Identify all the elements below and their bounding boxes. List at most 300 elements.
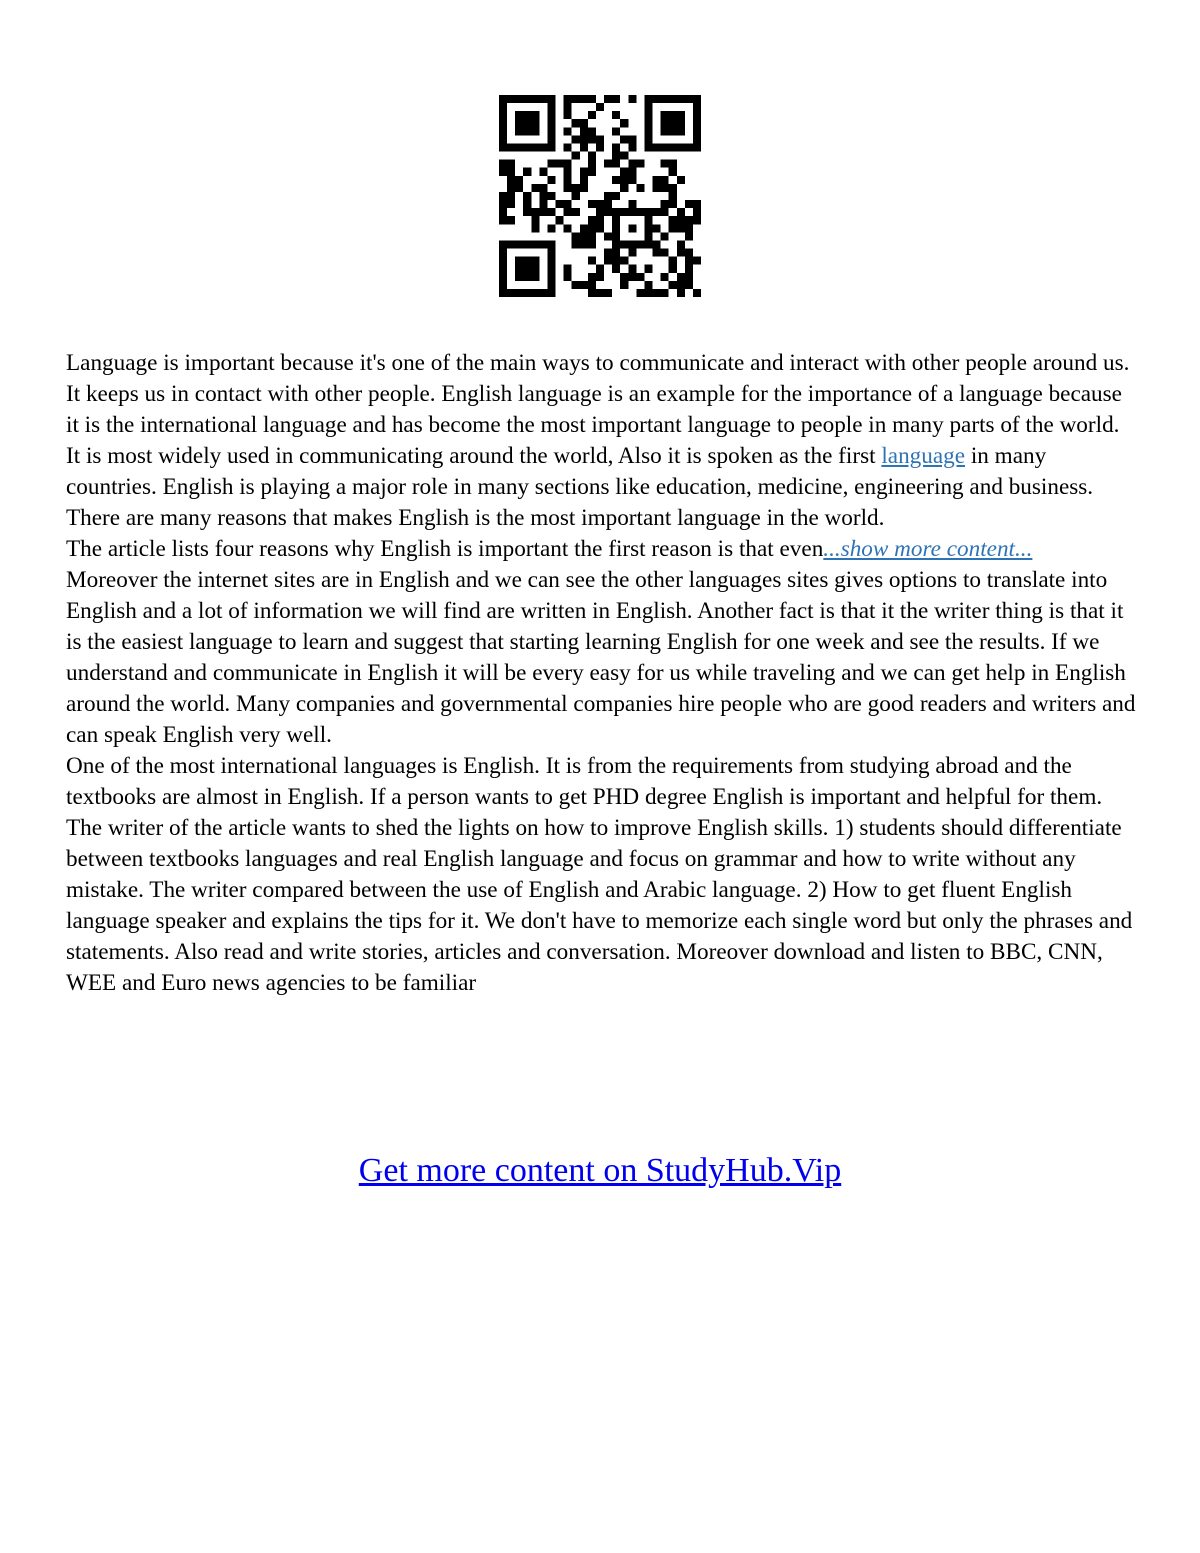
qr-module (588, 152, 596, 160)
qr-module (669, 168, 677, 176)
qr-module (669, 200, 677, 208)
qr-module (612, 224, 620, 232)
qr-module (685, 249, 693, 257)
qr-module (628, 95, 636, 103)
qr-module (499, 257, 507, 265)
qr-module (588, 224, 596, 232)
qr-module (636, 160, 644, 168)
paragraph-1-text-after-link: in many countries. English is playing a major role in many sections like education, medicine, engineering and business. There are many reasons that makes English is the most important language in the world. (66, 443, 1094, 531)
qr-module (612, 257, 620, 265)
article-paragraph-2 (66, 534, 1138, 565)
qr-module (653, 143, 661, 151)
qr-module (628, 249, 636, 257)
qr-module (661, 143, 669, 151)
qr-module (507, 168, 515, 176)
qr-module (531, 257, 539, 265)
qr-module (515, 257, 523, 265)
qr-module (539, 184, 547, 192)
qr-module (507, 289, 515, 297)
qr-module (499, 168, 507, 176)
qr-module (507, 200, 515, 208)
qr-module (531, 265, 539, 273)
qr-module (531, 127, 539, 135)
qr-module (531, 216, 539, 224)
qr-module (515, 176, 523, 184)
qr-module (677, 216, 685, 224)
qr-module (499, 192, 507, 200)
article-paragraph-3: Moreover the internet sites are in English and we can see the other languages sites gives options to translate into English and a lot of information we will find are written in English. Another fact is that it the writer thing is that it is the easiest language to learn and suggest that starting learning English for one week and see the results. If we understand and communicate in English it will be every easy for us while traveling and we can get help in English around the world. Many companies and governmental companies hire people who are good readers and writers and can speak English very well. (66, 567, 1136, 748)
qr-module (612, 143, 620, 151)
qr-module (499, 135, 507, 143)
qr-module (612, 95, 620, 103)
qr-module (507, 240, 515, 248)
qr-module (564, 208, 572, 216)
qr-module (580, 135, 588, 143)
qr-module (612, 240, 620, 248)
qr-module (588, 95, 596, 103)
qr-module (499, 273, 507, 281)
qr-module (556, 216, 564, 224)
qr-module (612, 160, 620, 168)
qr-module (653, 240, 661, 248)
qr-module (564, 111, 572, 119)
qr-module (661, 127, 669, 135)
qr-module (604, 249, 612, 257)
qr-module (547, 265, 555, 273)
qr-module (636, 240, 644, 248)
qr-module (677, 249, 685, 257)
qr-module (661, 273, 669, 281)
qr-module (515, 143, 523, 151)
qr-module (596, 200, 604, 208)
qr-module (596, 273, 604, 281)
qr-module (620, 208, 628, 216)
qr-module (547, 127, 555, 135)
qr-module (515, 265, 523, 273)
qr-module (588, 289, 596, 297)
qr-module (588, 127, 596, 135)
qr-module (653, 95, 661, 103)
qr-module (547, 160, 555, 168)
paragraph-2-text: The article lists four reasons why English is important the first reason is that even (66, 536, 824, 562)
qr-module (661, 184, 669, 192)
qr-module (693, 216, 701, 224)
get-more-content-link[interactable]: Get more content on StudyHub.Vip (358, 1152, 842, 1189)
qr-module (620, 240, 628, 248)
qr-module (685, 281, 693, 289)
qr-module (693, 95, 701, 103)
qr-module (677, 224, 685, 232)
qr-module (693, 208, 701, 216)
qr-module (661, 111, 669, 119)
qr-module (572, 192, 580, 200)
qr-module (644, 232, 652, 240)
qr-module (669, 184, 677, 192)
qr-module (515, 240, 523, 248)
qr-module (499, 119, 507, 127)
qr-module (507, 216, 515, 224)
qr-module (612, 152, 620, 160)
qr-module (604, 208, 612, 216)
qr-module (596, 289, 604, 297)
qr-module (523, 119, 531, 127)
qr-module (685, 200, 693, 208)
qr-module (515, 95, 523, 103)
qr-module (547, 119, 555, 127)
qr-module (580, 143, 588, 151)
qr-module (531, 224, 539, 232)
qr-module (499, 240, 507, 248)
qr-module (677, 119, 685, 127)
qr-module (661, 289, 669, 297)
qr-module (628, 273, 636, 281)
qr-module (547, 135, 555, 143)
qr-module (693, 143, 701, 151)
qr-module (547, 192, 555, 200)
qr-module (507, 192, 515, 200)
qr-module (596, 143, 604, 151)
qr-module (628, 265, 636, 273)
qr-module (653, 208, 661, 216)
qr-module (677, 208, 685, 216)
qr-module (564, 184, 572, 192)
qr-module (693, 119, 701, 127)
qr-module (580, 281, 588, 289)
qr-module (620, 168, 628, 176)
qr-module (612, 111, 620, 119)
qr-module (588, 216, 596, 224)
qr-module (612, 127, 620, 135)
qr-code-graphic (499, 95, 701, 297)
qr-module (564, 127, 572, 135)
qr-module (628, 143, 636, 151)
qr-module (644, 127, 652, 135)
qr-module (556, 200, 564, 208)
qr-module (653, 224, 661, 232)
qr-module (580, 127, 588, 135)
qr-module (572, 135, 580, 143)
qr-module (669, 111, 677, 119)
qr-module (531, 240, 539, 248)
qr-module (669, 216, 677, 224)
qr-module (499, 289, 507, 297)
qr-module (693, 257, 701, 265)
qr-module (596, 216, 604, 224)
qr-module (588, 168, 596, 176)
qr-module (620, 184, 628, 192)
qr-module (612, 249, 620, 257)
qr-module (547, 103, 555, 111)
qr-module (604, 160, 612, 168)
qr-module (628, 224, 636, 232)
qr-module (661, 160, 669, 168)
qr-module (523, 95, 531, 103)
qr-module (499, 200, 507, 208)
qr-module (612, 208, 620, 216)
qr-module (523, 192, 531, 200)
qr-module (693, 103, 701, 111)
qr-module (653, 176, 661, 184)
qr-module (612, 176, 620, 184)
qr-module (661, 208, 669, 216)
qr-module (596, 103, 604, 111)
qr-module (628, 135, 636, 143)
qr-module (644, 95, 652, 103)
article-paragraph-1 (66, 348, 1138, 534)
qr-module (669, 143, 677, 151)
article-paragraph-4: One of the most international languages is English. It is from the requirements from studying abroad and the textbooks are almost in English. If a person wants to get PHD degree English is important and helpful for them. The writer of the article wants to shed the lights on how to improve English skills. 1) students should differentiate between textbooks languages and real English language and focus on grammar and how to write without any mistake. The writer compared between the use of English and Arabic language. 2) How to get fluent English language speaker and explains the tips for it. We don't have to memorize each single word but only the phrases and statements. Also read and write stories, articles and conversation. Moreover download and listen to BBC, CNN, WEE and Euro news agencies to be familiar (66, 753, 1133, 996)
qr-module (531, 289, 539, 297)
qr-module (507, 160, 515, 168)
qr-module (604, 232, 612, 240)
qr-module (531, 111, 539, 119)
qr-module (685, 95, 693, 103)
qr-module (539, 192, 547, 200)
qr-module (547, 111, 555, 119)
qr-module (523, 257, 531, 265)
qr-module (644, 143, 652, 151)
qr-module (580, 224, 588, 232)
qr-module (661, 200, 669, 208)
qr-module (644, 216, 652, 224)
qr-module (523, 168, 531, 176)
qr-module (539, 143, 547, 151)
qr-module (653, 289, 661, 297)
qr-module (564, 224, 572, 232)
qr-module (523, 111, 531, 119)
qr-module (693, 111, 701, 119)
qr-module (653, 184, 661, 192)
qr-module (628, 208, 636, 216)
show-more-content-link[interactable]: ...show more content... (823, 536, 1033, 562)
qr-module (515, 127, 523, 135)
qr-module (693, 200, 701, 208)
qr-module (547, 95, 555, 103)
qr-module (531, 119, 539, 127)
qr-module (604, 192, 612, 200)
qr-module (644, 135, 652, 143)
qr-module (507, 184, 515, 192)
qr-module (539, 168, 547, 176)
qr-module (669, 265, 677, 273)
qr-module (604, 200, 612, 208)
qr-module (677, 143, 685, 151)
qr-module (547, 240, 555, 248)
qr-module (572, 184, 580, 192)
qr-module (539, 240, 547, 248)
qr-module (507, 143, 515, 151)
qr-module (564, 265, 572, 273)
qr-module (539, 289, 547, 297)
qr-module (515, 289, 523, 297)
qr-module (572, 208, 580, 216)
qr-module (677, 281, 685, 289)
qr-module (499, 281, 507, 289)
qr-module (677, 240, 685, 248)
qr-module (685, 143, 693, 151)
qr-module (669, 119, 677, 127)
qr-module (547, 257, 555, 265)
qr-module (644, 224, 652, 232)
qr-module (507, 95, 515, 103)
article-body (66, 348, 1138, 999)
qr-code-icon (499, 95, 701, 297)
qr-module (620, 119, 628, 127)
qr-module (547, 249, 555, 257)
qr-module (693, 135, 701, 143)
qr-module (580, 95, 588, 103)
qr-module (644, 240, 652, 248)
language-link[interactable]: language (881, 443, 966, 469)
qr-module (499, 103, 507, 111)
footer (0, 1152, 1200, 1190)
qr-module (644, 111, 652, 119)
qr-module (620, 281, 628, 289)
qr-module (515, 111, 523, 119)
qr-module (677, 176, 685, 184)
qr-module (661, 232, 669, 240)
qr-module (612, 265, 620, 273)
qr-module (564, 160, 572, 168)
qr-module (628, 168, 636, 176)
qr-module (669, 257, 677, 265)
qr-module (515, 273, 523, 281)
qr-module (580, 232, 588, 240)
qr-module (499, 111, 507, 119)
qr-module (588, 240, 596, 248)
qr-module (677, 95, 685, 103)
qr-module (572, 281, 580, 289)
qr-module (628, 160, 636, 168)
qr-module (588, 200, 596, 208)
qr-module (677, 273, 685, 281)
qr-module (523, 208, 531, 216)
qr-module (547, 281, 555, 289)
qr-module (499, 143, 507, 151)
qr-module (515, 184, 523, 192)
qr-module (547, 289, 555, 297)
qr-module (661, 176, 669, 184)
qr-module (588, 273, 596, 281)
qr-module (636, 273, 644, 281)
qr-module (620, 152, 628, 160)
qr-module (547, 273, 555, 281)
qr-module (636, 208, 644, 216)
qr-module (669, 224, 677, 232)
qr-module (539, 208, 547, 216)
qr-module (523, 273, 531, 281)
qr-module (588, 281, 596, 289)
qr-module (677, 111, 685, 119)
qr-module (628, 240, 636, 248)
qr-module (604, 95, 612, 103)
qr-module (564, 273, 572, 281)
qr-module (499, 95, 507, 103)
qr-module (531, 143, 539, 151)
qr-module (669, 127, 677, 135)
qr-module (564, 168, 572, 176)
qr-module (588, 111, 596, 119)
qr-module (572, 95, 580, 103)
qr-module (596, 135, 604, 143)
qr-module (669, 281, 677, 289)
qr-module (531, 273, 539, 281)
qr-module (604, 257, 612, 265)
qr-module (547, 176, 555, 184)
qr-module (564, 176, 572, 184)
qr-module (661, 249, 669, 257)
qr-module (669, 160, 677, 168)
qr-module (523, 143, 531, 151)
qr-module (588, 160, 596, 168)
qr-module (685, 216, 693, 224)
qr-module (636, 184, 644, 192)
qr-module (644, 265, 652, 273)
paragraph-1-text-before-link: Language is important because it's one of the main ways to communicate and interact with other people around us. It keeps us in contact with other people. English language is an example for the importance of a language because it is the international language and has become the most important language to people in many parts of the world. It is most widely used in communicating around the world, Also it is spoken as the first (66, 350, 1130, 469)
qr-module (653, 249, 661, 257)
qr-module (644, 208, 652, 216)
qr-module (644, 289, 652, 297)
qr-module (677, 127, 685, 135)
qr-module (556, 160, 564, 168)
qr-module (499, 249, 507, 257)
qr-module (547, 143, 555, 151)
qr-module (685, 232, 693, 240)
qr-module (547, 208, 555, 216)
qr-module (661, 119, 669, 127)
qr-module (620, 257, 628, 265)
qr-module (564, 95, 572, 103)
qr-module (499, 265, 507, 273)
qr-module (636, 289, 644, 297)
qr-module (572, 119, 580, 127)
qr-module (693, 289, 701, 297)
qr-module (580, 119, 588, 127)
qr-module (685, 273, 693, 281)
qr-module (596, 208, 604, 216)
qr-module (580, 240, 588, 248)
qr-module (588, 135, 596, 143)
qr-module (499, 216, 507, 224)
qr-module (620, 135, 628, 143)
qr-module (572, 240, 580, 248)
qr-module (620, 273, 628, 281)
qr-module (685, 257, 693, 265)
qr-module (539, 95, 547, 103)
qr-module (523, 240, 531, 248)
qr-module (564, 143, 572, 151)
qr-module (499, 160, 507, 168)
qr-module (588, 232, 596, 240)
qr-module (580, 168, 588, 176)
qr-module (669, 192, 677, 200)
qr-module (523, 200, 531, 208)
qr-module (644, 119, 652, 127)
qr-module (572, 152, 580, 160)
qr-module (499, 208, 507, 216)
qr-module (507, 176, 515, 184)
qr-module (547, 224, 555, 232)
qr-module (677, 289, 685, 297)
qr-module (685, 224, 693, 232)
qr-module (661, 95, 669, 103)
qr-module (523, 289, 531, 297)
qr-module (523, 127, 531, 135)
qr-module (693, 127, 701, 135)
qr-module (531, 95, 539, 103)
qr-module (572, 232, 580, 240)
qr-module (669, 95, 677, 103)
